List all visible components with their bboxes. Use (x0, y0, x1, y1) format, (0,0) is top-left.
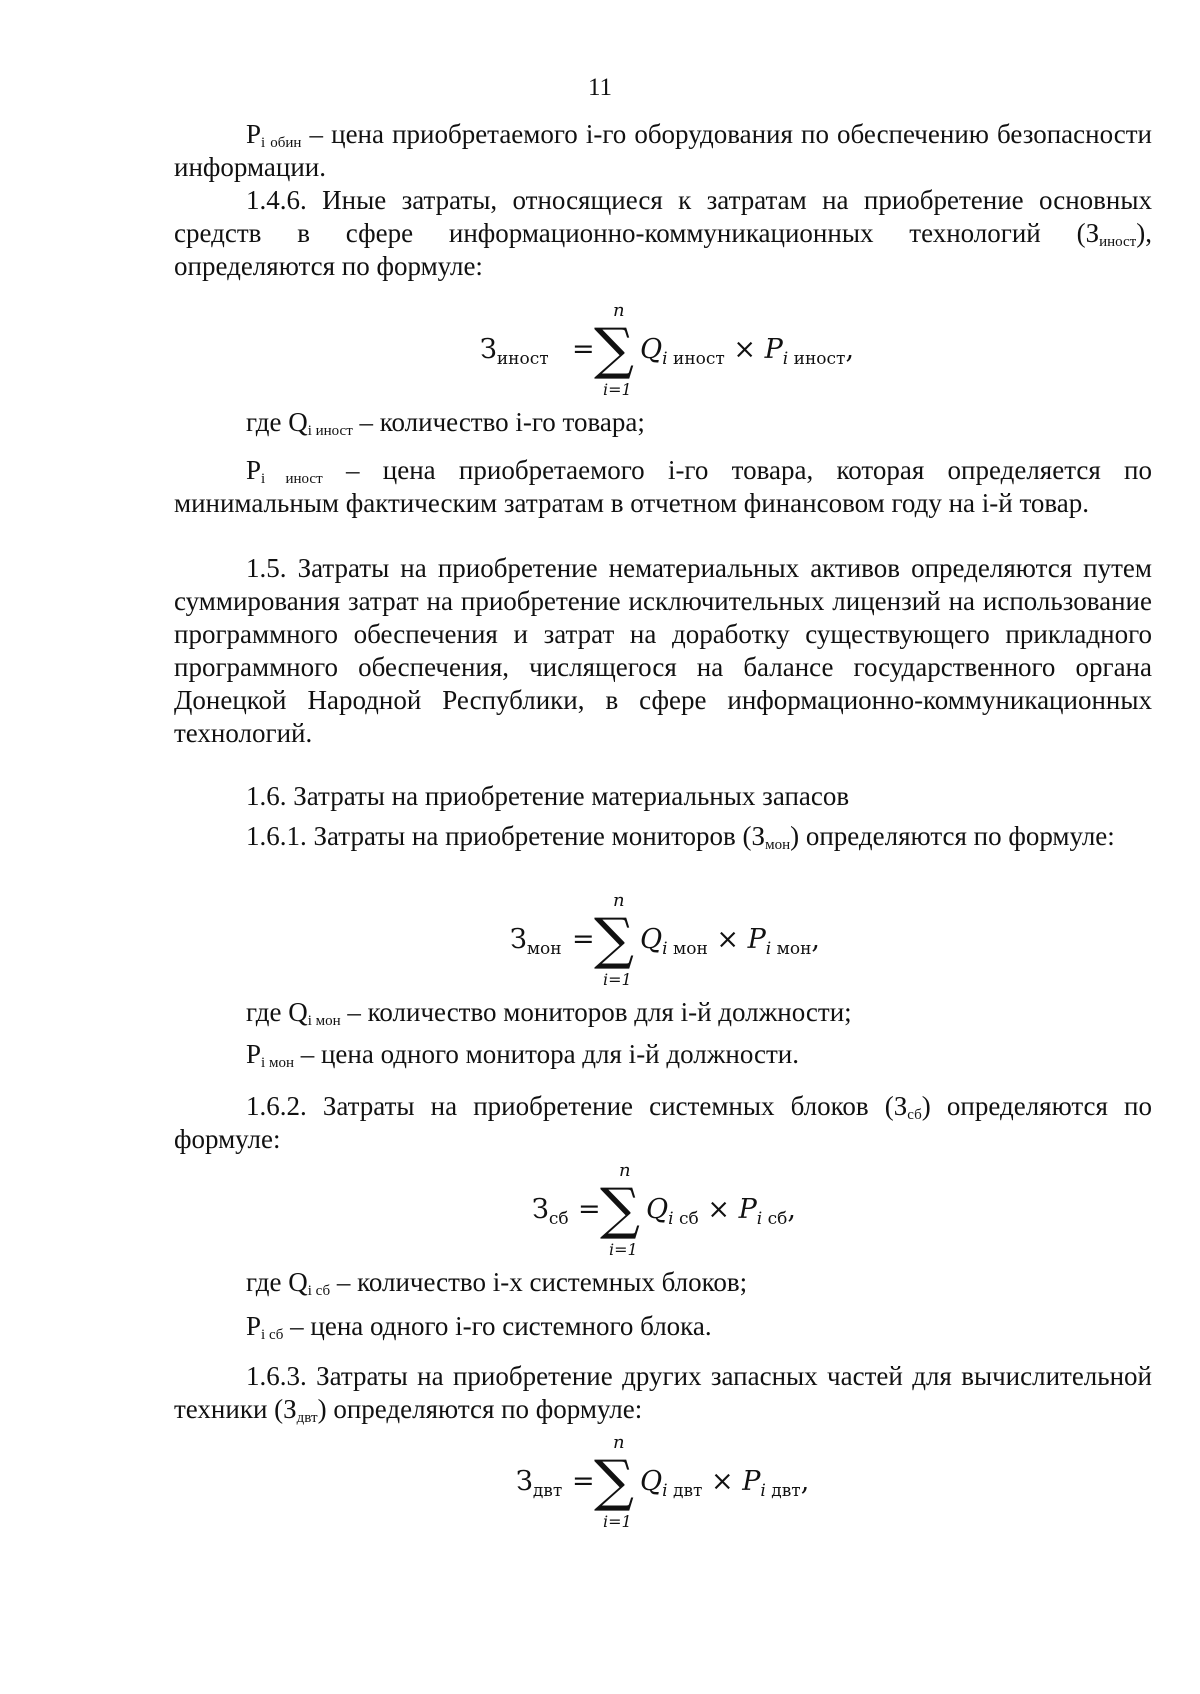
paragraph-text: ), определяются по формуле: (174, 218, 1152, 281)
formula-lhs: $З_{иност}$ (480, 334, 549, 369)
sum-upper-limit: n (613, 890, 625, 911)
paragraph-1-5: 1.5. Затраты на приобретение нематериальных активов определяются путем суммирования затрат на приобретение исключительных лицензий на использование программного обеспечения и затрат на доработку существующего прикладного программного обеспечения, числящегося на балансе государственного органа Донецкой Народной Республики, в сфере информационно-коммуникационных технологий. (174, 553, 1152, 748)
paragraph-1-6-1: 1.6.1. Затраты на приобретение мониторов $(З_{мон})$ определяются по формуле: (246, 821, 1115, 853)
sigma-icon: ∑ (600, 1177, 640, 1242)
sum-upper-limit: n (613, 1432, 625, 1453)
symbol: P (246, 119, 262, 149)
equals-sign: = (572, 924, 595, 955)
sum-upper-limit: n (619, 1160, 631, 1181)
sigma-icon: ∑ (594, 317, 634, 382)
formula-term: $Q_{i сб} \times P_{i сб}$, (646, 1194, 796, 1229)
page-number: 11 (587, 74, 613, 101)
sum-lower-limit: i=1 (603, 970, 632, 989)
definition-p-mon: $P_{i мон}$ – цена одного монитора для i-й должности. (246, 1039, 799, 1071)
formula-mon (510, 890, 870, 1000)
formula-lhs: $З_{двт}$ (516, 1466, 563, 1501)
formula-dvt (516, 1432, 856, 1542)
sum-lower-limit: i=1 (609, 1240, 638, 1259)
definition-q-mon: где $Q_{i мон}$ – количество мониторов для i-й должности; (246, 997, 852, 1029)
paragraph-text: 1.4.6. Иные затраты, относящиеся к затратам на приобретение основных средств в сфере информационно-коммуникационных технологий (З (174, 185, 1152, 248)
paragraph-1-6-3: 1.6.3. Затраты на приобретение других запасных частей для вычислительной техники $(З_{двт})$ определяются по формуле: (174, 1361, 1152, 1426)
paragraph-1-4-6 (174, 184, 1152, 283)
formula-sb (532, 1160, 852, 1270)
symbol-subscript: i обин (261, 135, 302, 151)
definition-q-sb: где $Q_{i сб}$ – количество i-х системных блоков; (246, 1267, 748, 1299)
paragraph-text: – цена приобретаемого i-го оборудования по обеспечению безопасности информации. (174, 119, 1152, 182)
formula-term: $Q_{i мон} \times P_{i мон}$, (640, 924, 820, 959)
formula-term: $Q_{i иност} \times P_{i иност}$, (640, 334, 855, 369)
formula-lhs: $З_{сб}$ (532, 1194, 569, 1229)
sum-upper-limit: n (613, 300, 625, 321)
paragraph-1-6: 1.6. Затраты на приобретение материальных запасов (246, 781, 850, 811)
equals-sign: = (578, 1194, 601, 1225)
definition-p-inost: $P_{i иност}$ – цена приобретаемого i-го товара, которая определяется по минимальным фактическим затратам в отчетном финансовом году на i-й товар. (174, 455, 1152, 518)
definition-p-sb: $P_{i сб}$ – цена одного i-го системного блока. (246, 1311, 712, 1343)
definition-q-inost: где $Q_{i иност}$ – количество i-го товара; (246, 407, 645, 439)
formula-lhs: $З_{мон}$ (510, 924, 562, 959)
paragraph-1-6-2: 1.6.2. Затраты на приобретение системных блоков $(З_{сб})$ определяются по формуле: (174, 1091, 1153, 1154)
equals-sign: = (572, 334, 595, 365)
formula-inost (480, 300, 880, 410)
sigma-icon: ∑ (594, 1449, 634, 1514)
equals-sign: = (572, 1466, 595, 1497)
sigma-icon: ∑ (594, 907, 634, 972)
symbol-subscript: иност (1099, 234, 1137, 250)
sum-lower-limit: i=1 (603, 380, 632, 399)
paragraph-obin-price (174, 118, 1152, 184)
formula-term: $Q_{i двт} \times P_{i двт}$, (640, 1466, 810, 1501)
sum-lower-limit: i=1 (603, 1512, 632, 1531)
